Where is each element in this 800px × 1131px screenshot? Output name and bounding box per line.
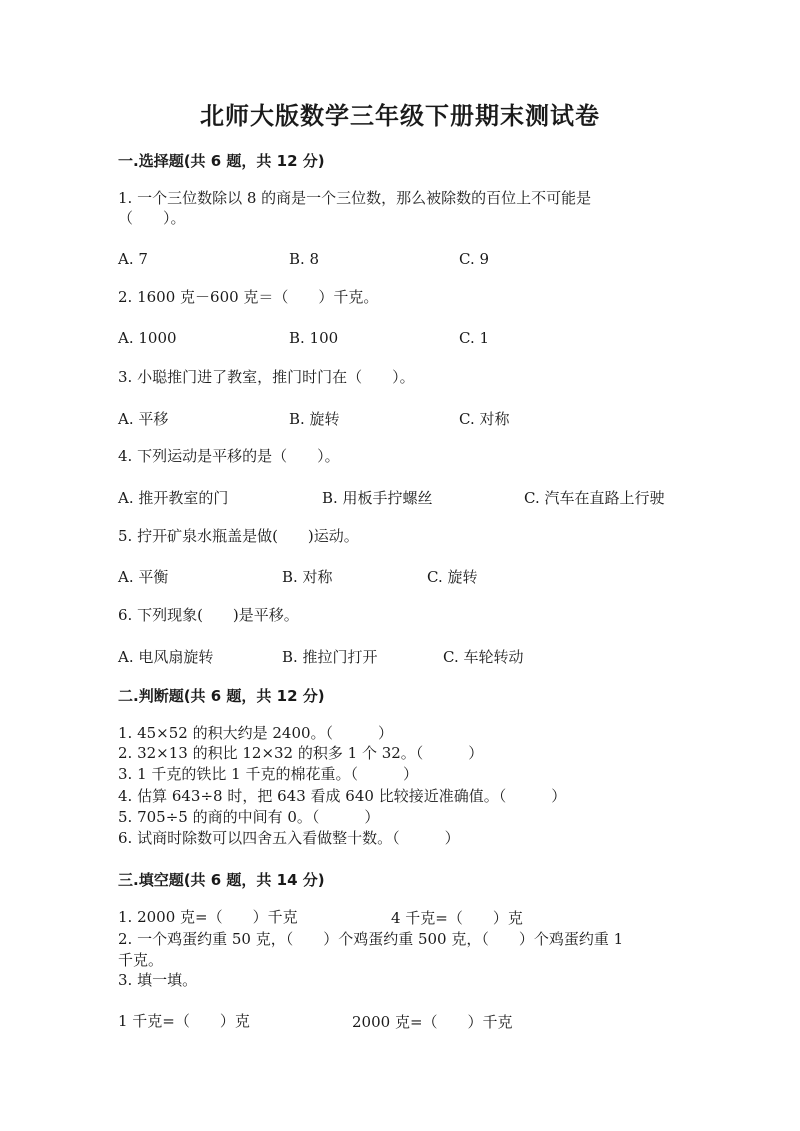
fill-item: 千克。 — [118, 951, 164, 969]
fill-item: 4 千克=（ ）克 — [391, 909, 523, 927]
option-c: C. 车轮转动 — [443, 648, 524, 666]
option-b: B. 100 — [289, 329, 339, 347]
option-a: A. 电风扇旋转 — [118, 648, 214, 666]
section-heading-fill: 三.填空题(共 6 题，共 14 分) — [118, 871, 325, 889]
fill-item: 2000 克=（ ）千克 — [352, 1013, 513, 1031]
option-b: B. 8 — [289, 250, 320, 268]
judge-item: 2. 32×13 的积比 12×32 的积多 1 个 32。（ ） — [118, 744, 484, 762]
fill-item: 2. 一个鸡蛋约重 50 克，（ ）个鸡蛋约重 500 克，（ ）个鸡蛋约重 1 — [118, 930, 624, 948]
option-b: B. 推拉门打开 — [282, 648, 378, 666]
option-a: A. 推开教室的门 — [118, 489, 229, 507]
option-a: A. 7 — [118, 250, 148, 268]
judge-item: 1. 45×52 的积大约是 2400。（ ） — [118, 724, 394, 742]
option-b: B. 用板手拧螺丝 — [322, 489, 433, 507]
option-a: A. 平移 — [118, 410, 169, 428]
option-c: C. 汽车在直路上行驶 — [524, 489, 665, 507]
option-a: A. 平衡 — [118, 568, 169, 586]
question-text: 3. 小聪推门进了教室，推门时门在（ ）。 — [118, 368, 415, 386]
judge-item: 4. 估算 643÷8 时，把 643 看成 640 比较接近准确值。（ ） — [118, 787, 567, 805]
option-b: B. 对称 — [282, 568, 333, 586]
option-c: C. 9 — [459, 250, 490, 268]
option-c: C. 对称 — [459, 410, 510, 428]
question-text: 2. 1600 克－600 克＝（ ）千克。 — [118, 288, 379, 306]
section-heading-choice: 一.选择题(共 6 题，共 12 分) — [118, 152, 325, 170]
option-c: C. 1 — [459, 329, 490, 347]
question-text: 1. 一个三位数除以 8 的商是一个三位数，那么被除数的百位上不可能是 — [118, 189, 592, 207]
question-text: 5. 拧开矿泉水瓶盖是做( )运动。 — [118, 527, 359, 545]
option-c: C. 旋转 — [427, 568, 478, 586]
question-text: （ ）。 — [118, 209, 186, 227]
question-text: 4. 下列运动是平移的是（ ）。 — [118, 447, 340, 465]
option-a: A. 1000 — [118, 329, 177, 347]
option-b: B. 旋转 — [289, 410, 340, 428]
fill-item: 1 千克=（ ）克 — [118, 1012, 250, 1030]
judge-item: 3. 1 千克的铁比 1 千克的棉花重。（ ） — [118, 765, 418, 783]
page-title: 北师大版数学三年级下册期末测试卷 — [200, 101, 600, 130]
fill-item: 1. 2000 克=（ ）千克 — [118, 908, 298, 926]
judge-item: 6. 试商时除数可以四舍五入看做整十数。（ ） — [118, 829, 460, 847]
judge-item: 5. 705÷5 的商的中间有 0。（ ） — [118, 808, 380, 826]
section-heading-judge: 二.判断题(共 6 题，共 12 分) — [118, 687, 325, 705]
fill-item: 3. 填一填。 — [118, 971, 198, 989]
question-text: 6. 下列现象( )是平移。 — [118, 606, 299, 624]
